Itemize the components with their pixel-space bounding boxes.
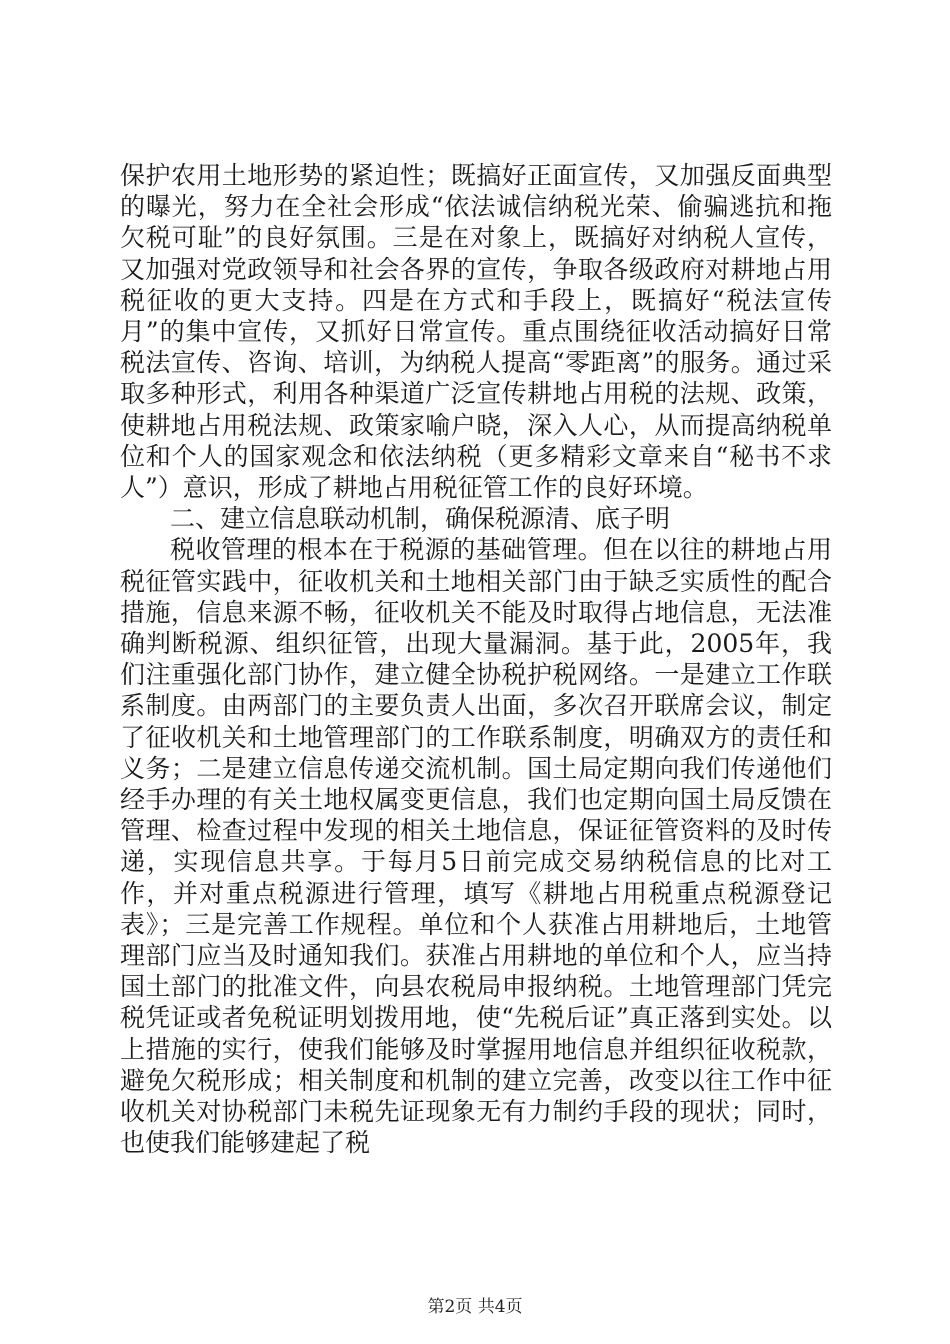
paragraph-continuation: 保护农用土地形势的紧迫性；既搞好正面宣传，又加强反面典型的曝光，努力在全社会形成“依法诚信纳税光荣、偷骗逃抗和拖欠税可耻”的良好氛围。三是在对象上，既搞好对纳税人宣传，又加强对党政领导和社会各界的宣传，争取各级政府对耕地占用税征收的更大支持。四是在方式和手段上，既搞好“税法宣传月”的集中宣传，又抓好日常宣传。重点围绕征收活动搞好日常税法宣传、咨询、培训，为纳税人提高“零距离”的服务。通过采取多种形式，利用各种渠道广泛宣传耕地占用税的法规、政策，使耕地占用税法规、政策家喻户晓，深入人心，从而提高纳税单位和个人的国家观念和依法纳税（更多精彩文章来自“秘书不求人”）意识，形成了耕地占用税征管工作的良好环境。	[120, 161, 832, 503]
paragraph-tax-source-management: 税收管理的根本在于税源的基础管理。但在以往的耕地占用税征管实践中，征收机关和土地相关部门由于缺乏实质性的配合措施，信息来源不畅，征收机关不能及时取得占地信息，无法准确判断税源、组织征管，出现大量漏洞。基于此，2005年，我们注重强化部门协作，建立健全协税护税网络。一是建立工作联系制度。由两部门的主要负责人出面，多次召开联席会议，制定了征收机关和土地管理部门的工作联系制度，明确双方的责任和义务；二是建立信息传递交流机制。国土局定期向我们传递他们经手办理的有关土地权属变更信息，我们也定期向国土局反馈在管理、检查过程中发现的相关土地信息，保证征管资料的及时传递，实现信息共享。于每月5日前完成交易纳税信息的比对工作，并对重点税源进行管理，填写《耕地占用税重点税源登记表》；三是完善工作规程。单位和个人获准占用耕地后，土地管理部门应当及时通知我们。获准占用耕地的单位和个人，应当持国土部门的批准文件，向县农税局申报纳税。土地管理部门凭完税凭证或者免税证明划拨用地，使“先税后证”真正落到实处。以上措施的实行，使我们能够及时掌握用地信息并组织征收税款，避免欠税形成；相关制度和机制的建立完善，改变以往工作中征收机关对协税部门未税先证现象无有力制约手段的现状；同时，也使我们能够建起了税	[120, 535, 832, 1158]
page-footer: 第2页 共4页	[427, 1297, 523, 1317]
document-body	[120, 160, 832, 1159]
section-heading: 二、建立信息联动机制，确保税源清、底子明	[170, 504, 671, 534]
